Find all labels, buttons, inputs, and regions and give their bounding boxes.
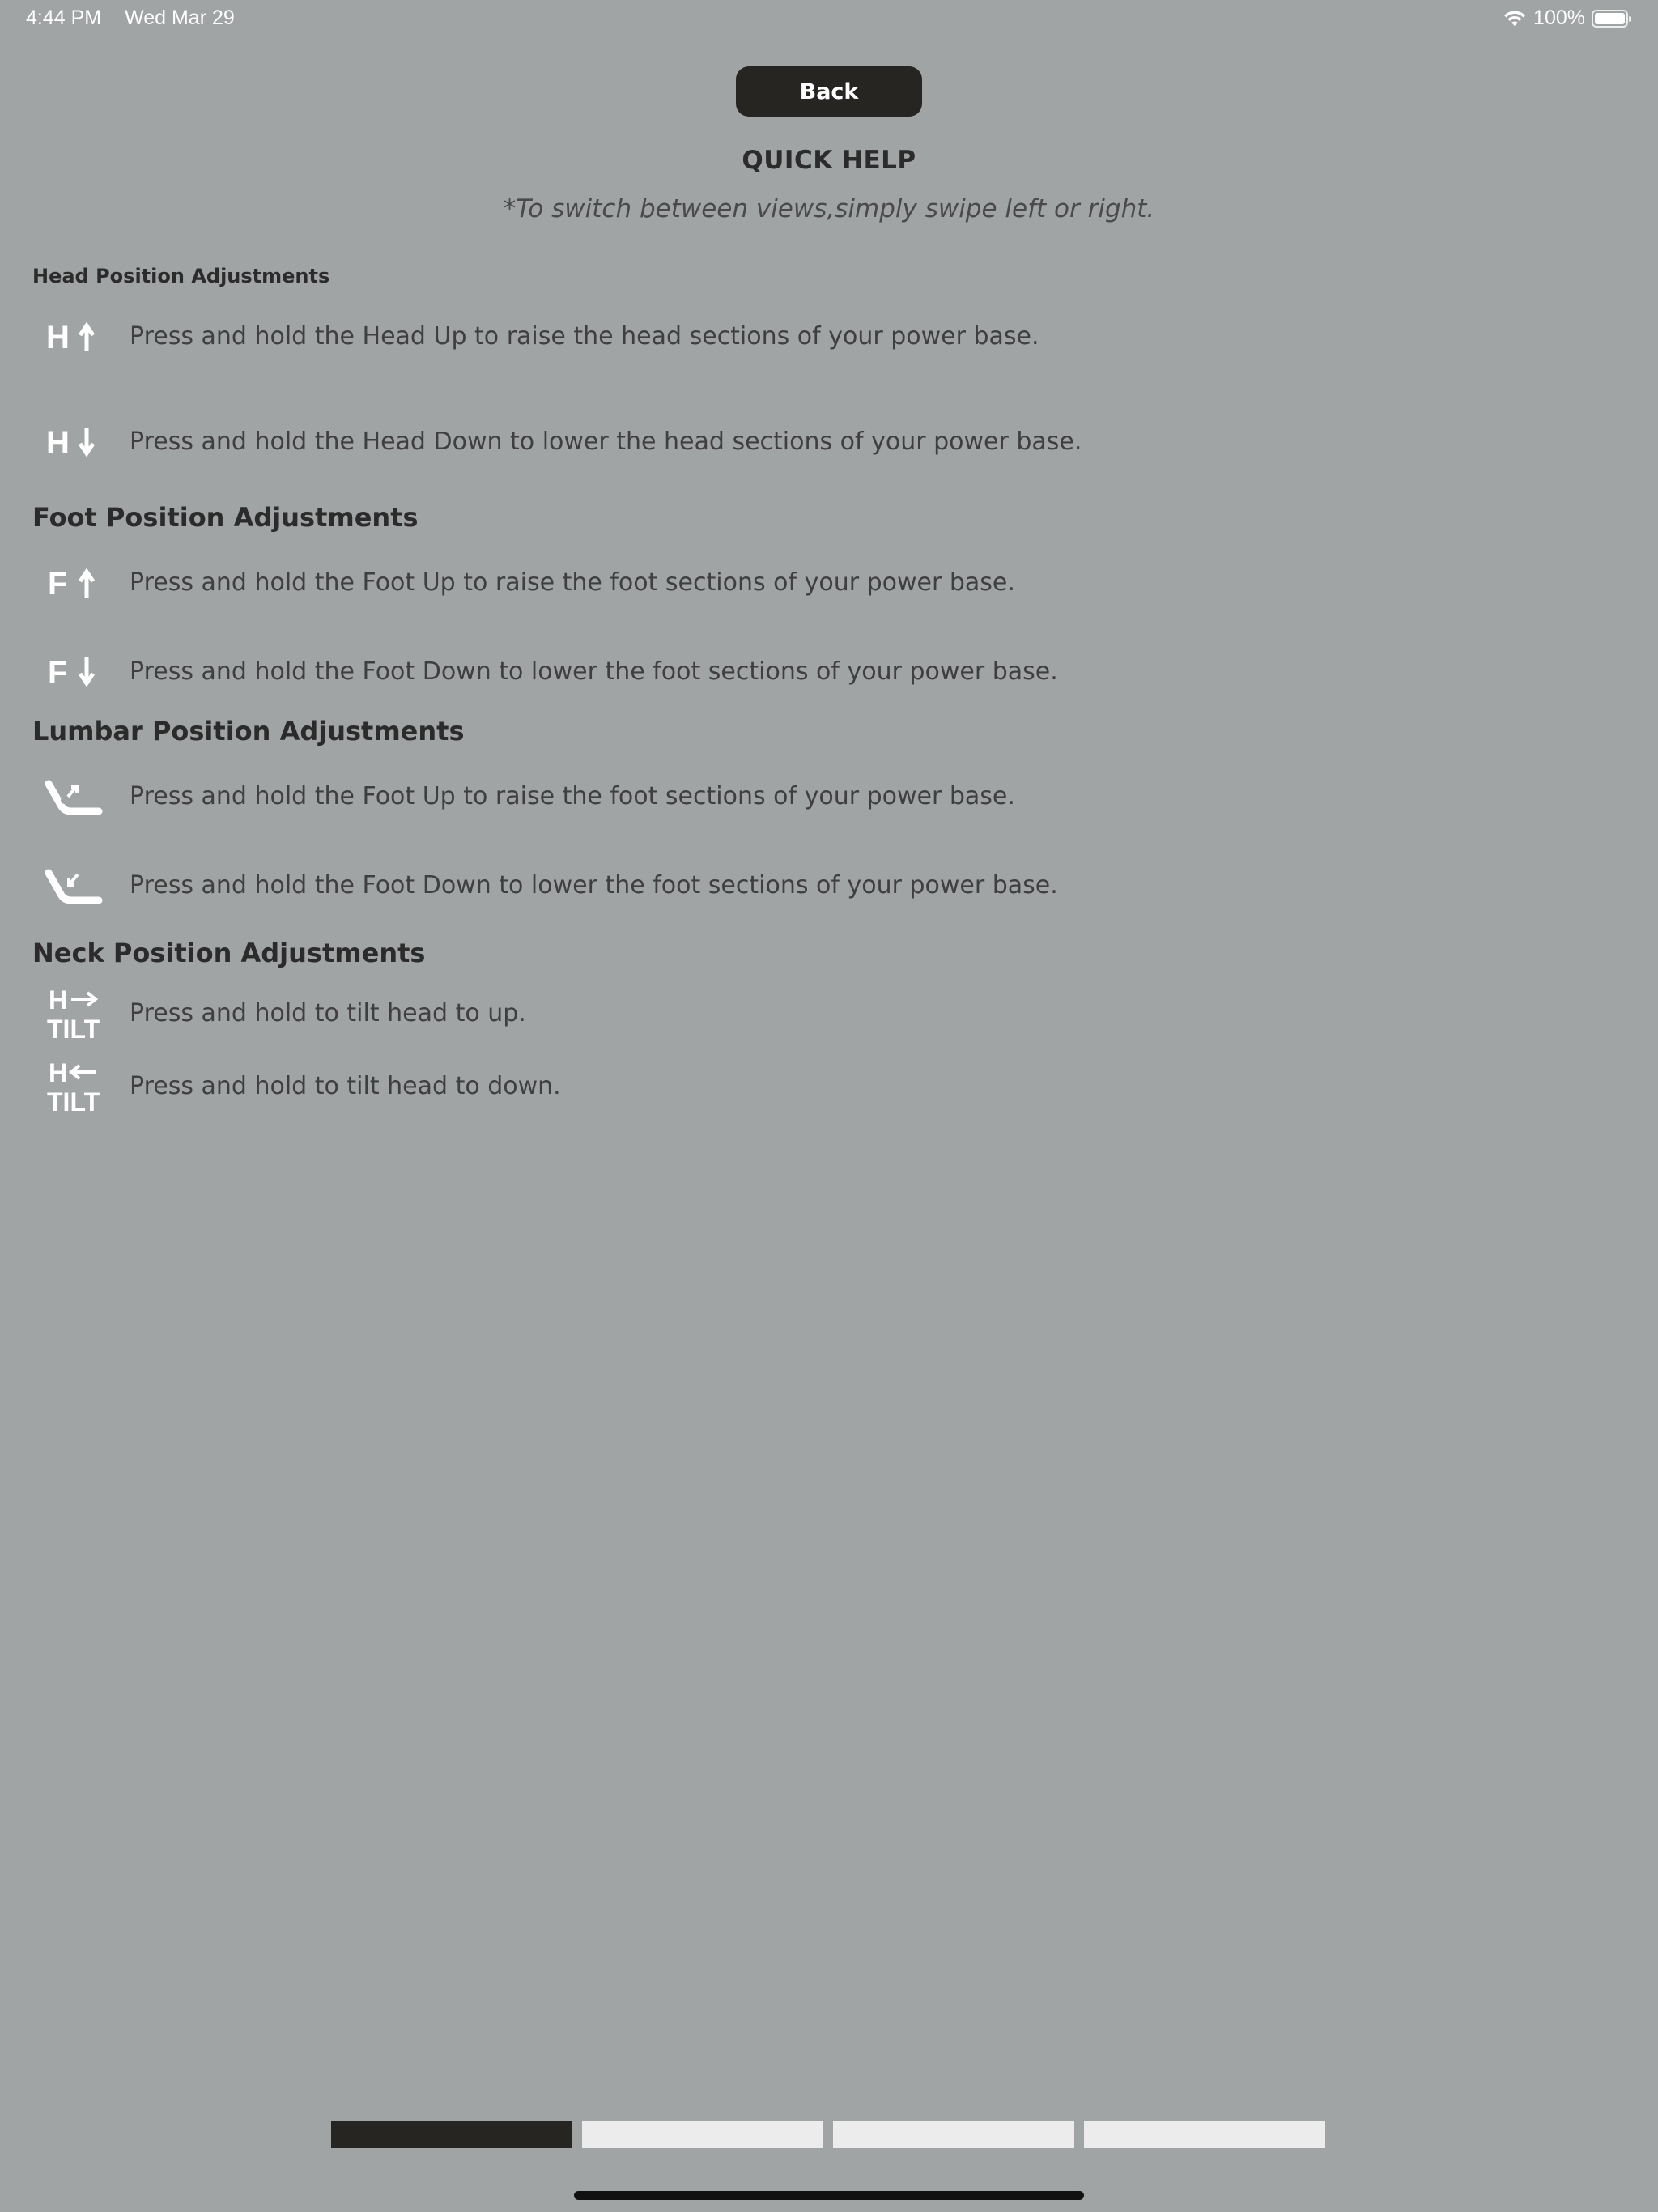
foot-down-icon[interactable] (32, 643, 113, 700)
status-time: 4:44 PM (26, 6, 102, 29)
help-row-foot-up (32, 554, 1015, 610)
help-text-head-down: Press and hold the Head Down to lower the head sections of your power base. (130, 427, 1082, 456)
help-text-lumbar-up: Press and hold the Foot Up to raise the foot sections of your power base. (130, 781, 1015, 810)
help-text-tilt-up: Press and hold to tilt head to up. (130, 998, 526, 1027)
head-down-icon[interactable] (32, 413, 113, 470)
help-text-tilt-down: Press and hold to tilt head to down. (130, 1071, 561, 1100)
head-up-icon[interactable] (32, 308, 113, 364)
svg-text:H: H (46, 320, 70, 355)
help-text-lumbar-down: Press and hold the Foot Down to lower the foot sections of your power base. (130, 870, 1058, 900)
page-dot-1[interactable] (331, 2121, 572, 2148)
page-dot-2[interactable] (582, 2121, 823, 2148)
help-row-lumbar-up (32, 768, 1015, 824)
status-date: Wed Mar 29 (125, 6, 235, 29)
section-heading-foot: Foot Position Adjustments (32, 502, 419, 533)
help-row-lumbar-down (32, 857, 1058, 913)
status-bar (0, 0, 1658, 39)
help-row-head-up (32, 308, 1039, 364)
page-indicator (331, 2121, 1325, 2148)
help-text-foot-down: Press and hold the Foot Down to lower the foot sections of your power base. (130, 657, 1058, 686)
help-row-foot-down (32, 643, 1058, 700)
back-button[interactable]: Back (736, 66, 922, 117)
svg-text:TILT: TILT (47, 1015, 100, 1041)
svg-text:TILT: TILT (47, 1087, 100, 1114)
svg-text:H: H (46, 425, 70, 461)
help-text-foot-up: Press and hold the Foot Up to raise the foot sections of your power base. (130, 568, 1015, 597)
lumbar-up-icon[interactable] (32, 768, 113, 824)
battery-percent: 100% (1533, 6, 1585, 29)
page-subtitle: *To switch between views,simply swipe left or right. (503, 194, 1155, 223)
page-title: QUICK HELP (742, 146, 916, 175)
help-row-tilt-down (32, 1057, 561, 1114)
page-dot-4[interactable] (1084, 2121, 1325, 2148)
head-tilt-up-icon[interactable] (32, 985, 113, 1041)
home-indicator[interactable] (574, 2191, 1084, 2200)
wifi-icon (1503, 10, 1527, 28)
section-heading-lumbar: Lumbar Position Adjustments (32, 716, 465, 747)
svg-text:H: H (49, 985, 68, 1015)
svg-text:F: F (48, 655, 68, 691)
page-dot-3[interactable] (833, 2121, 1074, 2148)
svg-text:H: H (49, 1058, 68, 1087)
foot-up-icon[interactable] (32, 554, 113, 610)
lumbar-down-icon[interactable] (32, 857, 113, 913)
help-row-tilt-up (32, 985, 526, 1041)
head-tilt-down-icon[interactable] (32, 1057, 113, 1114)
help-row-head-down (32, 413, 1082, 470)
status-time-date (26, 6, 235, 30)
help-text-head-up: Press and hold the Head Up to raise the head sections of your power base. (130, 321, 1039, 351)
status-indicators (1503, 6, 1632, 30)
svg-text:F: F (48, 566, 68, 602)
section-heading-neck: Neck Position Adjustments (32, 938, 426, 968)
section-heading-head: Head Position Adjustments (32, 265, 330, 287)
battery-icon (1592, 9, 1632, 28)
